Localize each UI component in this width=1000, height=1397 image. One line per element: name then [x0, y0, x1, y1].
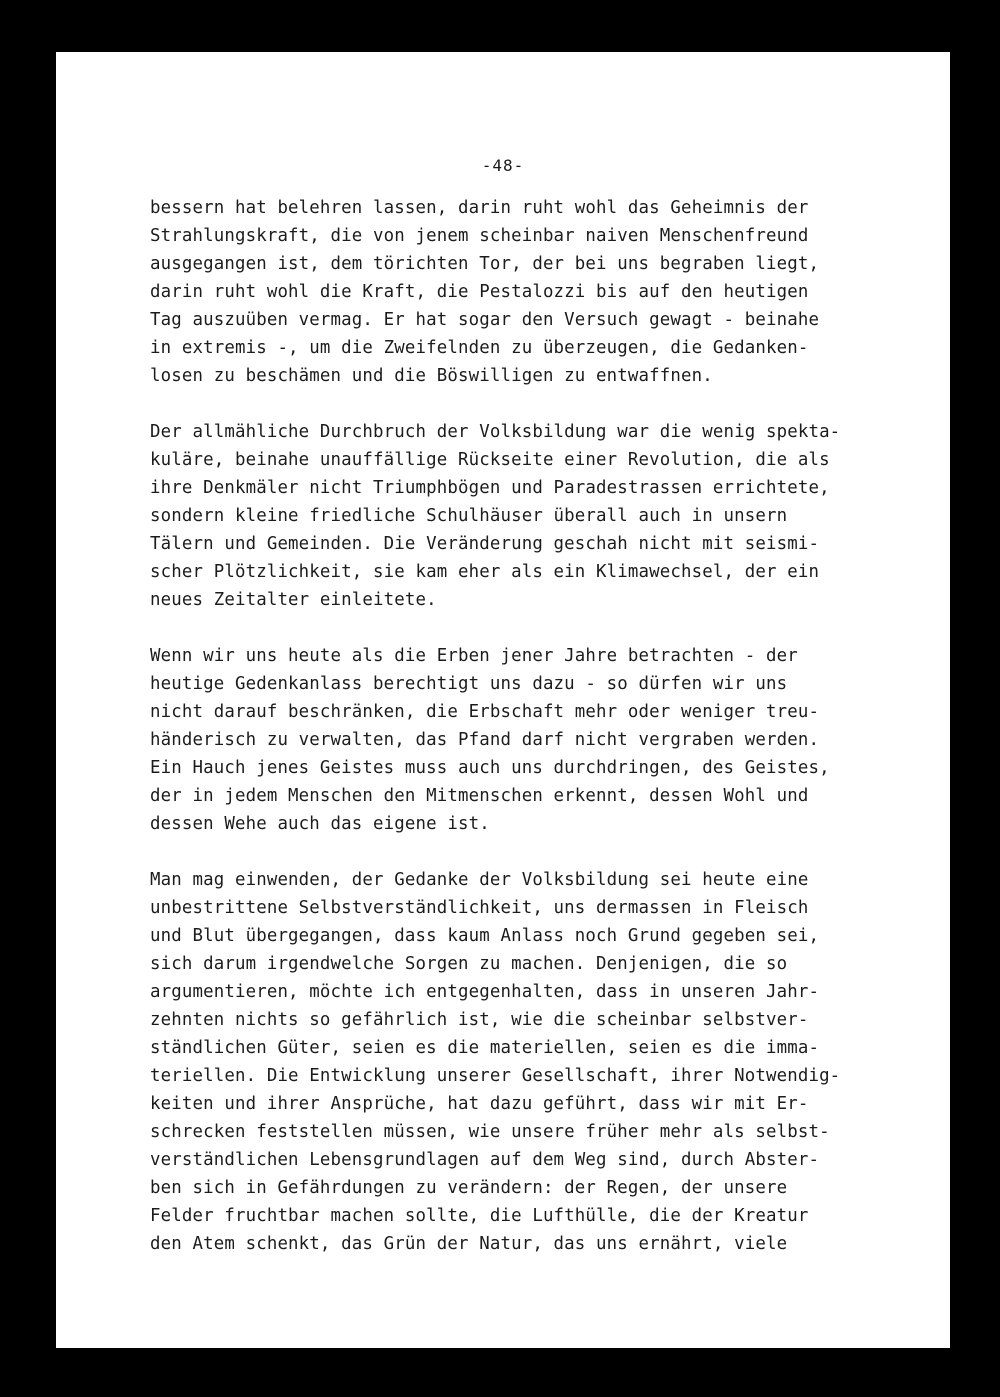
paragraph-2 — [150, 418, 930, 614]
text-line: bessern hat belehren lassen, darin ruht wohl das Geheimnis der — [150, 198, 809, 218]
text-line: nicht darauf beschränken, die Erbschaft mehr oder weniger treu- — [150, 702, 820, 722]
document-page — [56, 52, 950, 1348]
text-line: losen zu beschämen und die Böswilligen zu entwaffnen. — [150, 366, 713, 386]
text-line: ben sich in Gefährdungen zu verändern: der Regen, der unsere — [150, 1178, 788, 1198]
text-line: keiten und ihrer Ansprüche, hat dazu geführt, dass wir mit Er- — [150, 1094, 809, 1114]
text-line: ständlichen Güter, seien es die materiellen, seien es die imma- — [150, 1038, 820, 1058]
text-line: ausgegangen ist, dem törichten Tor, der bei uns begraben liegt, — [150, 254, 820, 274]
text-line: scher Plötzlichkeit, sie kam eher als ein Klimawechsel, der ein — [150, 562, 820, 582]
paragraph-1 — [150, 194, 930, 390]
text-line: Wenn wir uns heute als die Erben jener Jahre betrachten - der — [150, 646, 798, 666]
text-line: Der allmähliche Durchbruch der Volksbildung war die wenig spekta- — [150, 422, 841, 442]
text-line: in extremis -, um die Zweifelnden zu überzeugen, die Gedanken- — [150, 338, 809, 358]
text-line: Felder fruchtbar machen sollte, die Lufthülle, die der Kreatur — [150, 1206, 809, 1226]
text-line: kuläre, beinahe unauffällige Rückseite einer Revolution, die als — [150, 450, 830, 470]
paragraph-3 — [150, 642, 930, 838]
text-line: schrecken feststellen müssen, wie unsere früher mehr als selbst- — [150, 1122, 830, 1142]
page-number: -48- — [481, 156, 525, 175]
text-line: den Atem schenkt, das Grün der Natur, das uns ernährt, viele — [150, 1234, 788, 1254]
text-line: Ein Hauch jenes Geistes muss auch uns durchdringen, des Geistes, — [150, 758, 830, 778]
text-line: zehnten nichts so gefährlich ist, wie die scheinbar selbstver- — [150, 1010, 809, 1030]
text-line: Man mag einwenden, der Gedanke der Volksbildung sei heute eine — [150, 870, 809, 890]
text-line: heutige Gedenkanlass berechtigt uns dazu - so dürfen wir uns — [150, 674, 788, 694]
body-text — [150, 194, 930, 1286]
text-line: sondern kleine friedliche Schulhäuser überall auch in unsern — [150, 506, 788, 526]
text-line: dessen Wehe auch das eigene ist. — [150, 814, 490, 834]
text-line: der in jedem Menschen den Mitmenschen erkennt, dessen Wohl und — [150, 786, 809, 806]
text-line: Tag auszuüben vermag. Er hat sogar den Versuch gewagt - beinahe — [150, 310, 820, 330]
text-line: Tälern und Gemeinden. Die Veränderung geschah nicht mit seismi- — [150, 534, 820, 554]
text-line: verständlichen Lebensgrundlagen auf dem Weg sind, durch Abster- — [150, 1150, 820, 1170]
text-line: neues Zeitalter einleitete. — [150, 590, 437, 610]
text-line: teriellen. Die Entwicklung unserer Gesellschaft, ihrer Notwendig- — [150, 1066, 841, 1086]
text-line: sich darum irgendwelche Sorgen zu machen. Denjenigen, die so — [150, 954, 788, 974]
text-line: und Blut übergegangen, dass kaum Anlass noch Grund gegeben sei, — [150, 926, 820, 946]
paragraph-4 — [150, 866, 930, 1258]
text-line: unbestrittene Selbstverständlichkeit, uns dermassen in Fleisch — [150, 898, 809, 918]
text-line: darin ruht wohl die Kraft, die Pestalozzi bis auf den heutigen — [150, 282, 809, 302]
text-line: ihre Denkmäler nicht Triumphbögen und Paradestrassen errichtete, — [150, 478, 830, 498]
text-line: argumentieren, möchte ich entgegenhalten, dass in unseren Jahr- — [150, 982, 820, 1002]
text-line: händerisch zu verwalten, das Pfand darf nicht vergraben werden. — [150, 730, 820, 750]
text-line: Strahlungskraft, die von jenem scheinbar naiven Menschenfreund — [150, 226, 809, 246]
